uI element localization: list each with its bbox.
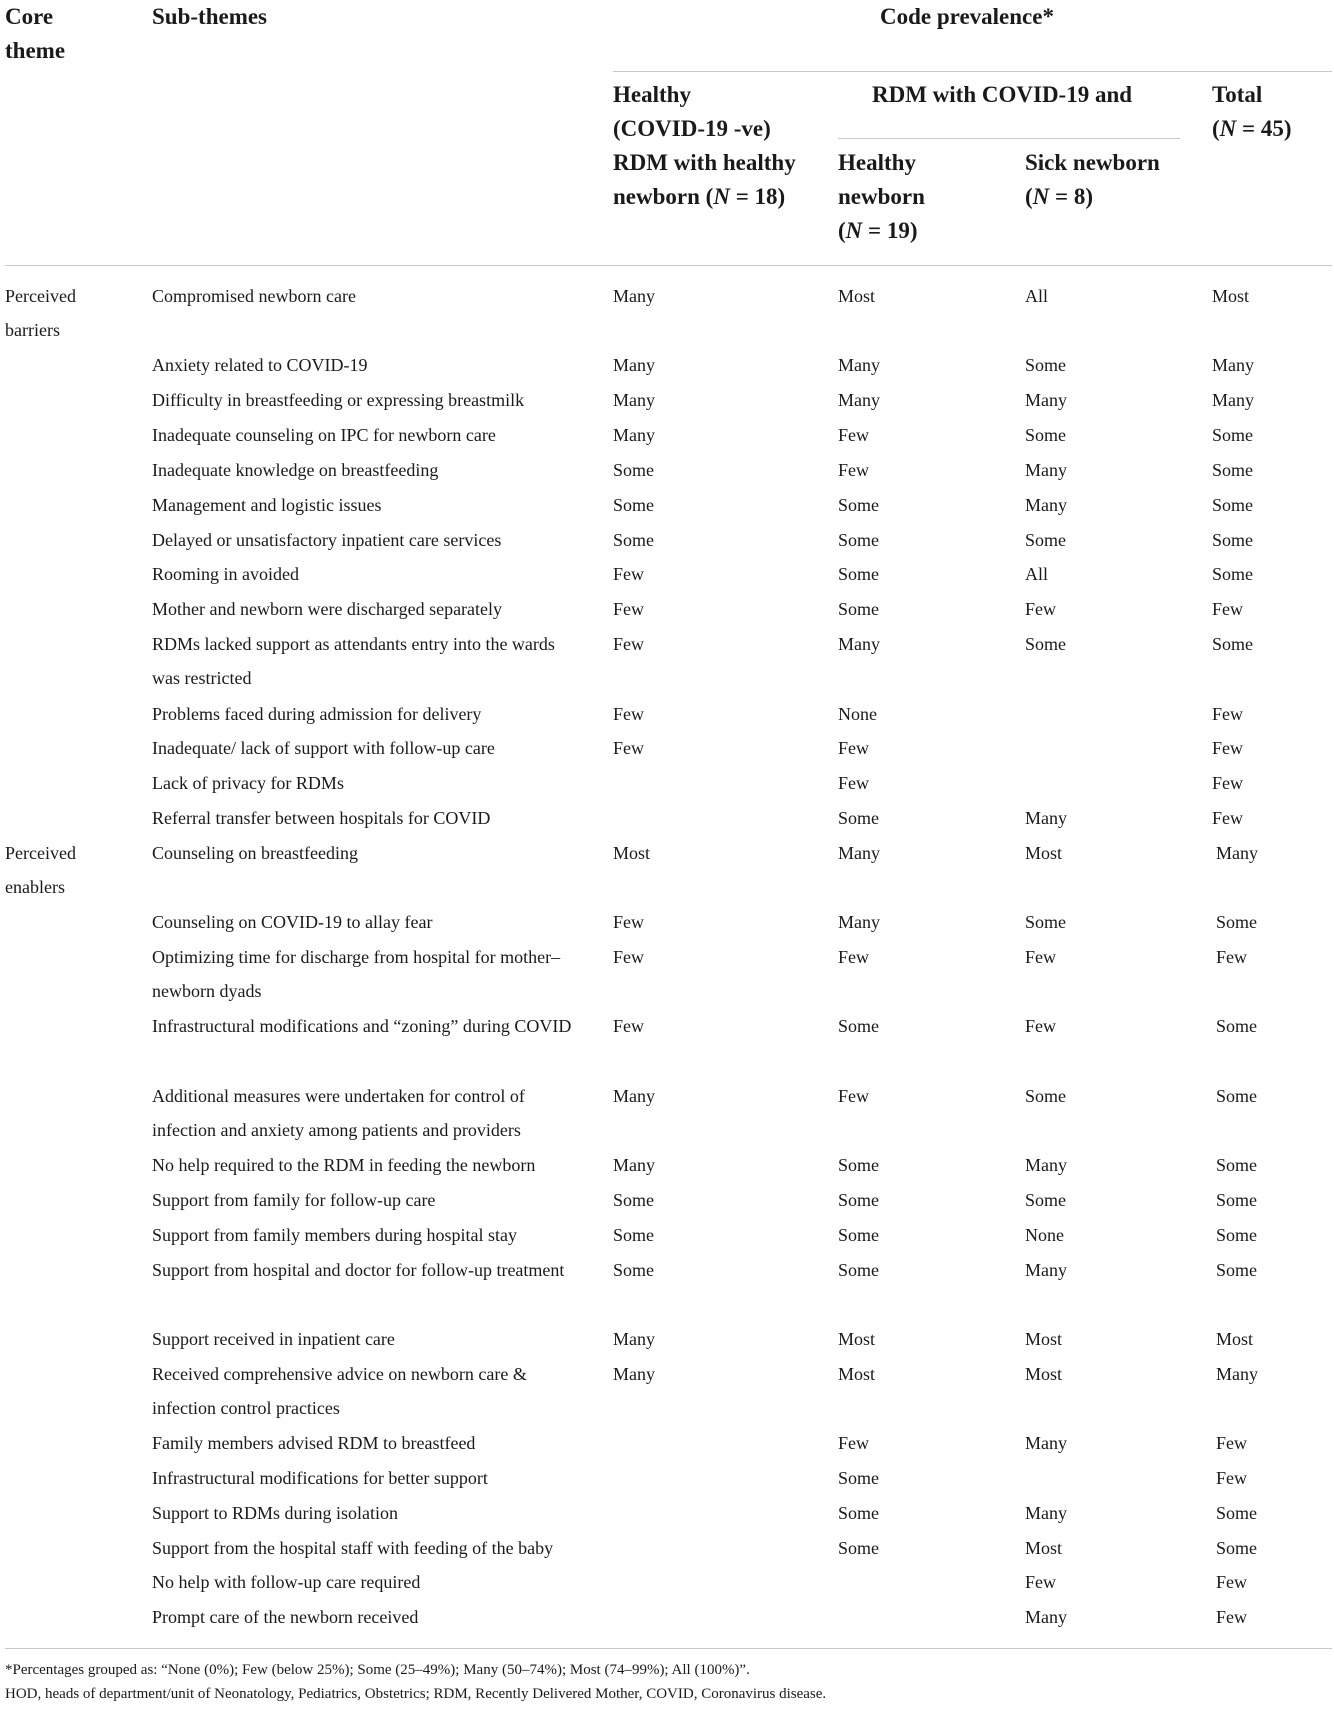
prevalence-cell: Some [613, 1225, 655, 1245]
prevalence-cell: Many [838, 843, 880, 863]
prevalence-cell: Few [1216, 1572, 1247, 1592]
prevalence-cell: Few [1216, 1607, 1247, 1627]
sub-theme-cell: Support from hospital and doctor for follow-up treatment [152, 1260, 565, 1280]
sub-theme-cell: Lack of privacy for RDMs [152, 773, 344, 793]
prevalence-cell: Most [1025, 843, 1063, 863]
prevalence-cell: Few [838, 1086, 869, 1106]
prevalence-cell: Many [613, 355, 655, 375]
prevalence-cell: Some [1025, 1086, 1067, 1106]
prevalence-cell: Many [1216, 1364, 1258, 1384]
prevalence-cell: Most [838, 286, 876, 306]
prevalence-cell: Some [1025, 912, 1067, 932]
header-healthy-newborn: Healthy newborn (N = 19) [838, 150, 925, 243]
header-rdm-covid: RDM with COVID-19 and [872, 82, 1133, 107]
prevalence-cell: Many [613, 1364, 655, 1384]
sub-theme-cell: Referral transfer between hospitals for COVID [152, 808, 491, 828]
sub-theme-cell: Support received in inpatient care [152, 1329, 395, 1349]
sub-theme-cell: Counseling on breastfeeding [152, 843, 358, 863]
header-sub-themes: Sub-themes [152, 4, 268, 29]
prevalence-cell: Some [838, 1538, 880, 1558]
prevalence-cell: Most [1025, 1329, 1063, 1349]
prevalence-cell: Few [838, 460, 869, 480]
prevalence-cell: Many [1025, 1607, 1067, 1627]
prevalence-cell: Many [1025, 1260, 1067, 1280]
prevalence-cell: Some [1216, 1538, 1258, 1558]
prevalence-cell: Some [613, 1260, 655, 1280]
sub-theme-cell: Optimizing time for discharge from hospital for mother–newborn dyads [152, 947, 561, 1001]
header-sick-newborn: Sick newborn (N = 8) [1025, 150, 1160, 209]
prevalence-cell: Few [613, 704, 644, 724]
prevalence-cell: Few [1216, 1468, 1247, 1488]
sub-theme-cell: Problems faced during admission for delivery [152, 704, 482, 724]
sub-theme-cell: Inadequate knowledge on breastfeeding [152, 460, 439, 480]
header-total: Total (N = 45) [1212, 82, 1292, 141]
prevalence-cell: Few [1212, 808, 1243, 828]
prevalence-cell: Few [613, 564, 644, 584]
prevalence-cell: Some [838, 1260, 880, 1280]
prevalence-cell: Few [838, 1433, 869, 1453]
prevalence-cell: Most [1216, 1329, 1254, 1349]
prevalence-cell: Some [838, 495, 880, 515]
prevalence-cell: Many [613, 1086, 655, 1106]
prevalence-cell: Few [613, 599, 644, 619]
prevalence-cell: Few [1025, 1016, 1056, 1036]
prevalence-cell: Many [613, 390, 655, 410]
theme-enablers: Perceived enablers [5, 843, 76, 897]
prevalence-cell: Many [1025, 1433, 1067, 1453]
prevalence-cell: Some [1025, 1190, 1067, 1210]
sub-theme-cell: Support to RDMs during isolation [152, 1503, 399, 1523]
sub-theme-cell: Support from the hospital staff with feeding of the baby [152, 1538, 554, 1558]
footnote-abbreviations: HOD, heads of department/unit of Neonatology, Pediatrics, Obstetrics; RDM, Recently Delivered Mother, COVID, Coronavirus disease. [5, 1686, 827, 1702]
prevalence-cell: Few [613, 634, 644, 654]
prevalence-cell: Few [1216, 1433, 1247, 1453]
prevalence-cell: Some [613, 495, 655, 515]
prevalence-cell: Some [1212, 564, 1254, 584]
prevalence-cell: Many [1212, 355, 1254, 375]
prevalence-cell: Some [613, 530, 655, 550]
prevalence-cell: Few [1212, 704, 1243, 724]
prevalence-cell: Many [1025, 1155, 1067, 1175]
prevalence-cell: Some [1212, 495, 1254, 515]
prevalence-cell: Few [613, 947, 644, 967]
prevalence-cell: Most [1025, 1538, 1063, 1558]
header-core-theme: Core theme [5, 4, 66, 63]
sub-theme-cell: Inadequate counseling on IPC for newborn care [152, 425, 496, 445]
sub-theme-cell: Rooming in avoided [152, 564, 299, 584]
prevalence-cell: All [1025, 286, 1049, 306]
prevalence-cell: Few [1025, 1572, 1056, 1592]
prevalence-cell: Some [1212, 634, 1254, 654]
prevalence-cell: Few [1025, 947, 1056, 967]
prevalence-cell: Many [838, 912, 880, 932]
prevalence-cell: Few [838, 947, 869, 967]
prevalence-cell: Many [1025, 460, 1067, 480]
prevalence-cell: Few [838, 738, 869, 758]
table-bottom-rule [5, 1648, 1332, 1649]
prevalence-cell: Many [1025, 390, 1067, 410]
prevalence-cell: Many [1216, 843, 1258, 863]
prevalence-cell: Many [1212, 390, 1254, 410]
prevalence-cell: Some [1216, 1260, 1258, 1280]
theme-barriers: Perceived barriers [5, 286, 76, 340]
sub-theme-cell: Family members advised RDM to breastfeed [152, 1433, 476, 1453]
prevalence-cell: Few [613, 738, 644, 758]
prevalence-cell: Many [613, 1329, 655, 1349]
prevalence-cell: Some [838, 1190, 880, 1210]
prevalence-cell: Many [1025, 495, 1067, 515]
header-bottom-rule [5, 265, 1332, 266]
sub-theme-cell: Management and logistic issues [152, 495, 382, 515]
sub-theme-cell: Additional measures were undertaken for control of infection and anxiety among patients and providers [152, 1086, 525, 1140]
prevalence-cell: Many [1025, 1503, 1067, 1523]
prevalence-cell: Most [613, 843, 651, 863]
sub-theme-cell: No help with follow-up care required [152, 1572, 421, 1592]
prevalence-cell: Many [1025, 808, 1067, 828]
prevalence-cell: Some [1212, 460, 1254, 480]
prevalence-cell: Some [613, 460, 655, 480]
prevalence-cell: All [1025, 564, 1049, 584]
prevalence-cell: Many [838, 355, 880, 375]
prevalence-cell: Some [1216, 1016, 1258, 1036]
prevalence-cell: None [838, 704, 877, 724]
prevalence-cell: Some [613, 1190, 655, 1210]
prevalence-cell: Some [1216, 1086, 1258, 1106]
prevalence-cell: Some [1212, 425, 1254, 445]
header-healthy-group: Healthy (COVID-19 -ve) RDM with healthy newborn (N = 18) [613, 82, 796, 209]
prevalence-cell: Few [1216, 947, 1247, 967]
prevalence-cell: Few [838, 773, 869, 793]
sub-theme-cell: Infrastructural modifications and “zoning” during COVID [152, 1016, 572, 1036]
prevalence-cell: Some [1216, 1155, 1258, 1175]
prevalence-cell: Some [838, 1155, 880, 1175]
sub-theme-cell: Compromised newborn care [152, 286, 356, 306]
prevalence-cell: Most [1212, 286, 1250, 306]
sub-theme-cell: Difficulty in breastfeeding or expressing breastmilk [152, 390, 525, 410]
prevalence-cell: Some [1216, 1190, 1258, 1210]
footnote-percentages: *Percentages grouped as: “None (0%); Few (below 25%); Some (25–49%); Many (50–74%); Most (74–99%); All (100%)”. [5, 1662, 750, 1678]
code-prevalence-rule [613, 71, 1332, 72]
prevalence-cell: Some [1025, 634, 1067, 654]
sub-theme-cell: Mother and newborn were discharged separately [152, 599, 503, 619]
sub-theme-cell: Support from family for follow-up care [152, 1190, 436, 1210]
prevalence-cell: Many [838, 634, 880, 654]
sub-theme-cell: Prompt care of the newborn received [152, 1607, 419, 1627]
sub-theme-cell: Received comprehensive advice on newborn care & infection control practices [152, 1364, 527, 1418]
prevalence-cell: Some [1212, 530, 1254, 550]
prevalence-cell: Some [1216, 1225, 1258, 1245]
prevalence-cell: Some [838, 1225, 880, 1245]
prevalence-cell: Some [838, 808, 880, 828]
sub-theme-cell: Anxiety related to COVID-19 [152, 355, 368, 375]
rdm-covid-rule [838, 138, 1180, 139]
sub-theme-cell: No help required to the RDM in feeding the newborn [152, 1155, 536, 1175]
prevalence-cell: None [1025, 1225, 1064, 1245]
sub-theme-cell: Delayed or unsatisfactory inpatient care services [152, 530, 502, 550]
prevalence-cell: Some [1025, 425, 1067, 445]
prevalence-cell: Some [838, 1016, 880, 1036]
prevalence-cell: Some [838, 530, 880, 550]
prevalence-cell: Few [613, 912, 644, 932]
prevalence-cell: Few [1212, 599, 1243, 619]
sub-theme-cell: Counseling on COVID-19 to allay fear [152, 912, 433, 932]
prevalence-cell: Few [613, 1016, 644, 1036]
prevalence-cell: Some [1216, 1503, 1258, 1523]
sub-theme-cell: RDMs lacked support as attendants entry into the wards was restricted [152, 634, 555, 688]
prevalence-cell: Some [838, 564, 880, 584]
prevalence-cell: Some [838, 1468, 880, 1488]
prevalence-cell: Some [838, 1503, 880, 1523]
prevalence-cell: Most [1025, 1364, 1063, 1384]
prevalence-cell: Some [1025, 355, 1067, 375]
prevalence-cell: Few [1212, 773, 1243, 793]
sub-theme-cell: Inadequate/ lack of support with follow-up care [152, 738, 495, 758]
prevalence-cell: Some [838, 599, 880, 619]
prevalence-cell: Many [613, 1155, 655, 1175]
prevalence-cell: Few [838, 425, 869, 445]
header-code-prevalence: Code prevalence* [880, 4, 1054, 29]
prevalence-cell: Many [613, 286, 655, 306]
prevalence-cell: Few [1025, 599, 1056, 619]
prevalence-cell: Many [838, 390, 880, 410]
prevalence-cell: Some [1025, 530, 1067, 550]
prevalence-cell: Most [838, 1364, 876, 1384]
prevalence-cell: Most [838, 1329, 876, 1349]
prevalence-cell: Some [1216, 912, 1258, 932]
sub-theme-cell: Support from family members during hospital stay [152, 1225, 517, 1245]
prevalence-cell: Few [1212, 738, 1243, 758]
sub-theme-cell: Infrastructural modifications for better support [152, 1468, 488, 1488]
prevalence-cell: Many [613, 425, 655, 445]
